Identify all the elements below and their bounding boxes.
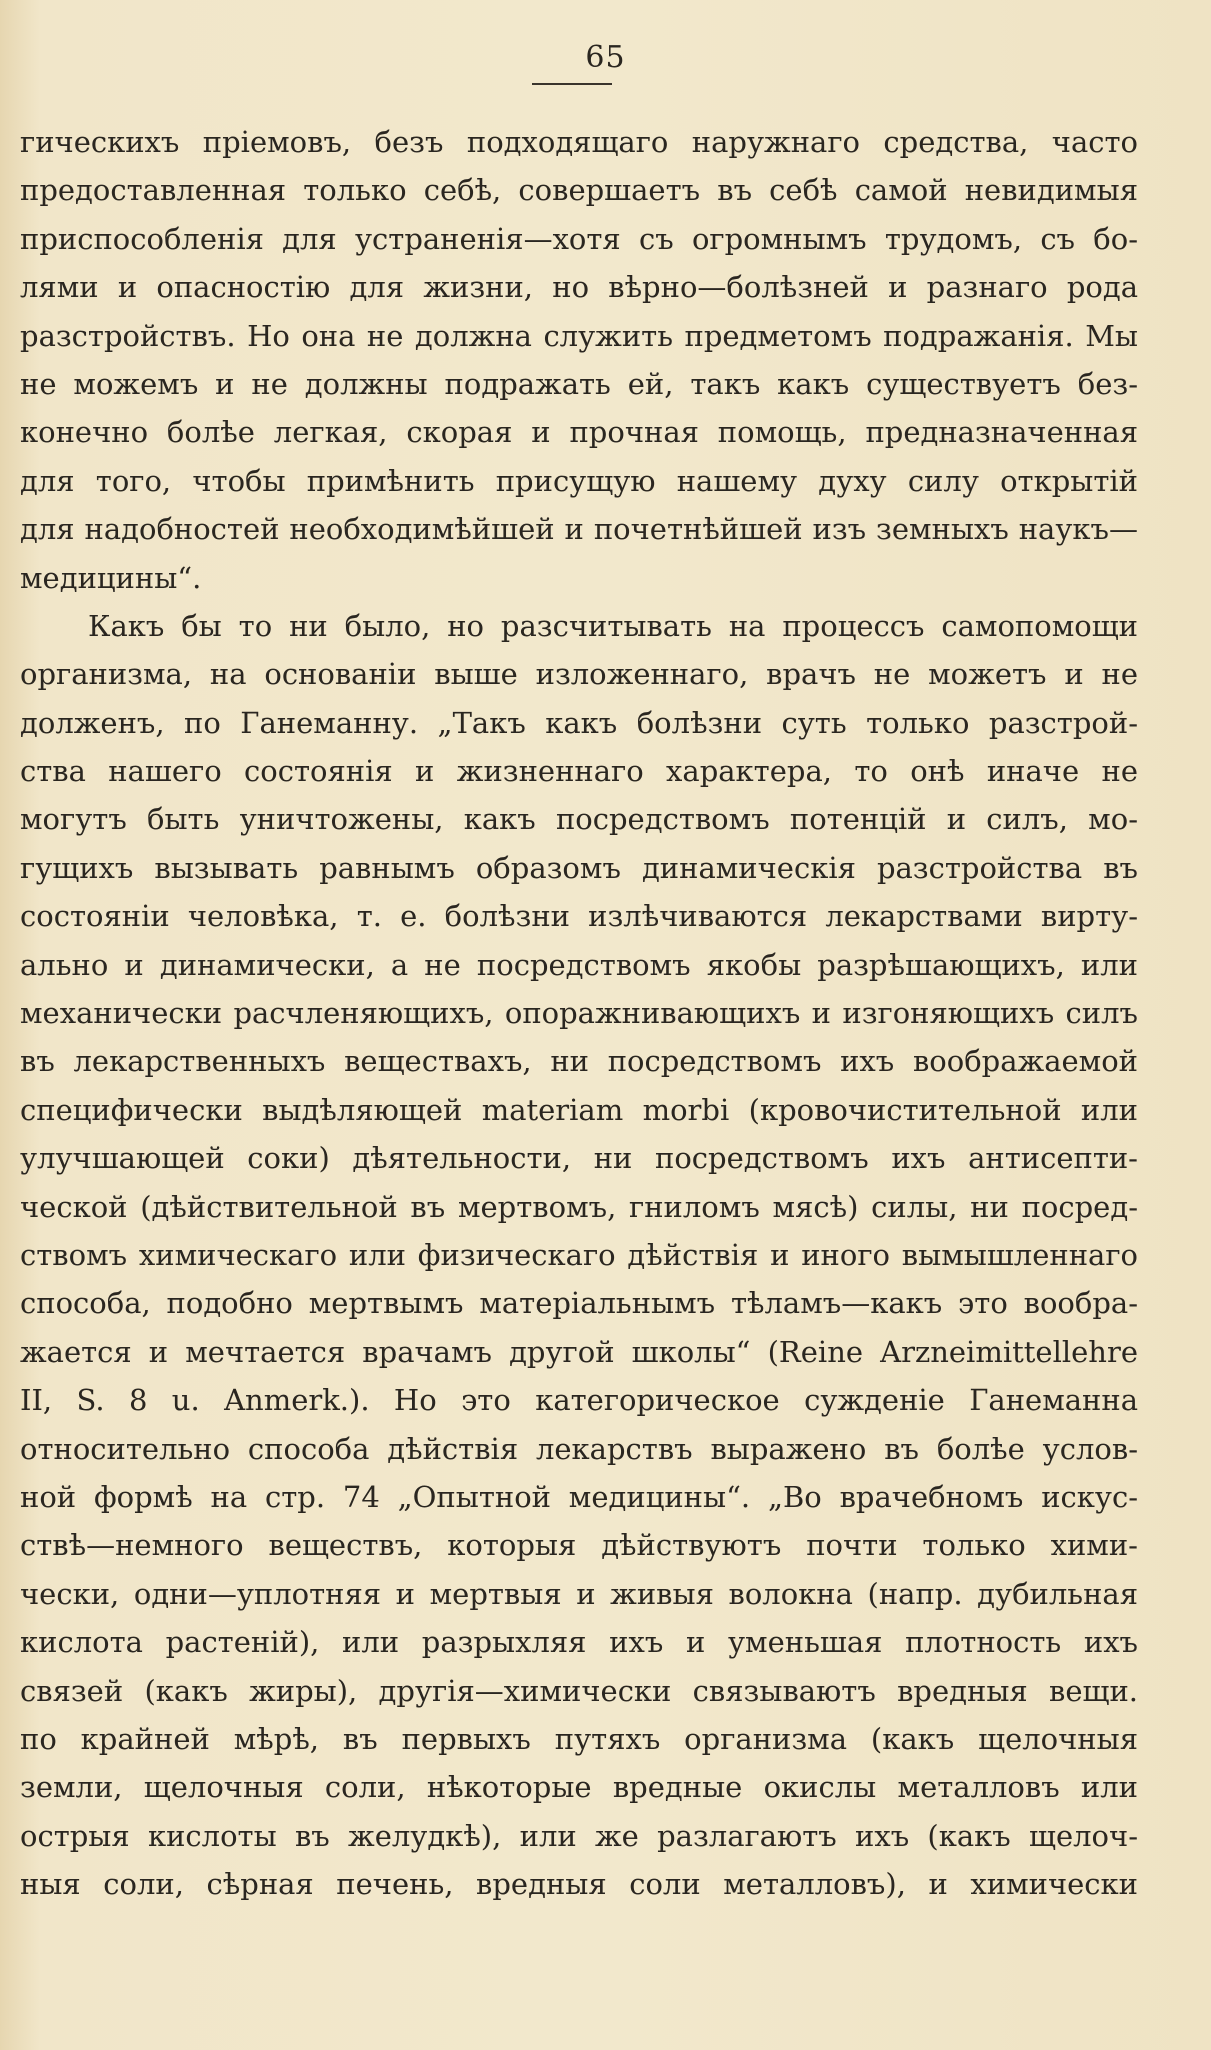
text-line: не можемъ и не должны подражать ей, такъ какъ существуетъ без- (20, 366, 1138, 401)
text-line: улучшающей соки) дѣятельности, ни посредствомъ ихъ антисепти- (20, 1141, 1138, 1176)
text-line: ства нашего состоянія и жизненнаго характера, то онѣ иначе не (20, 754, 1138, 789)
text-line: земли, щелочныя соли, нѣкоторые вредные окислы металловъ или (20, 1770, 1138, 1805)
text-line: могутъ быть уничтожены, какъ посредствомъ потенцій и силъ, мо- (20, 802, 1138, 837)
text-line: способа, подобно мертвымъ матеріальнымъ тѣламъ—какъ это вообра- (20, 1286, 1138, 1321)
text-line: въ лекарственныхъ веществахъ, ни посредствомъ ихъ воображаемой (20, 1044, 1138, 1079)
text-line: специфически выдѣляющей materiam morbi (кровочистительной или (20, 1092, 1138, 1127)
text-line: II, S. 8 u. Anmerk.). Но это категорическое сужденіе Ганеманна (20, 1383, 1138, 1418)
text-line: острыя кислоты въ желудкѣ), или же разлагаютъ ихъ (какъ щелоч- (20, 1818, 1138, 1853)
text-line: ныя соли, сѣрная печень, вредныя соли металловъ), и химически (20, 1867, 1138, 1902)
text-line: ально и динамически, а не посредствомъ якобы разрѣшающихъ, или (20, 947, 1138, 982)
text-line: относительно способа дѣйствія лекарствъ выражено въ болѣе услов- (20, 1431, 1138, 1466)
text-line: ствомъ химическаго или физическаго дѣйствія и иного вымышленнаго (20, 1237, 1138, 1272)
text-line: предоставленная только себѣ, совершаетъ въ себѣ самой невидимыя (20, 173, 1138, 208)
text-line: Какъ бы то ни было, но разсчитывать на процессъ самопомощи (88, 608, 1138, 643)
text-line: жается и мечтается врачамъ другой школы“ (Reine Arzneimittellehre (20, 1334, 1138, 1369)
text-line: лями и опасностію для жизни, но вѣрно—болѣзней и разнаго рода (20, 270, 1138, 305)
text-line: разстройствъ. Но она не должна служить предметомъ подражанія. Мы (20, 318, 1138, 353)
text-line: кислота растеній), или разрыхляя ихъ и уменьшая плотность ихъ (20, 1625, 1138, 1660)
text-line: механически расчленяющихъ, опоражнивающихъ и изгоняющихъ силъ (20, 996, 1138, 1031)
text-line: гическихъ пріемовъ, безъ подходящаго наружнаго средства, часто (20, 125, 1138, 159)
text-line: состояніи человѣка, т. е. болѣзни излѣчиваются лекарствами вирту- (20, 899, 1138, 934)
text-line: медицины“. (20, 560, 202, 595)
text-line: чески, одни—уплотняя и мертвыя и живыя волокна (напр. дубильная (20, 1576, 1138, 1611)
text-line: приспособленія для устраненія—хотя съ огромнымъ трудомъ, съ бо- (20, 221, 1138, 256)
page-number-underline (532, 83, 612, 85)
text-line: ствѣ—немного веществъ, которыя дѣйствуютъ почти только хими- (20, 1528, 1138, 1563)
text-line: гущихъ вызывать равнымъ образомъ динамическія разстройства въ (20, 850, 1138, 885)
text-line: по крайней мѣрѣ, въ первыхъ путяхъ организма (какъ щелочныя (20, 1721, 1138, 1756)
text-line: организма, на основаніи выше изложеннаго, врачъ не можетъ и не (20, 657, 1138, 692)
text-line: ной формѣ на стр. 74 „Опытной медицины“. „Во врачебномъ искус- (20, 1479, 1138, 1514)
page-number: 65 (585, 40, 626, 75)
text-line: для того, чтобы примѣнить присущую нашему духу силу открытій (20, 463, 1138, 498)
text-line: для надобностей необходимѣйшей и почетнѣйшей изъ земныхъ наукъ— (20, 512, 1138, 547)
text-line: долженъ, по Ганеманну. „Такъ какъ болѣзни суть только разстрой- (20, 705, 1138, 740)
text-line: связей (какъ жиры), другія—химически связываютъ вредныя вещи. (20, 1673, 1138, 1708)
body-text (20, 118, 1138, 1908)
text-line: ческой (дѣйствительной въ мертвомъ, гниломъ мясѣ) силы, ни посред- (20, 1189, 1138, 1224)
text-line: конечно болѣе легкая, скорая и прочная помощь, предназначенная (20, 415, 1138, 450)
